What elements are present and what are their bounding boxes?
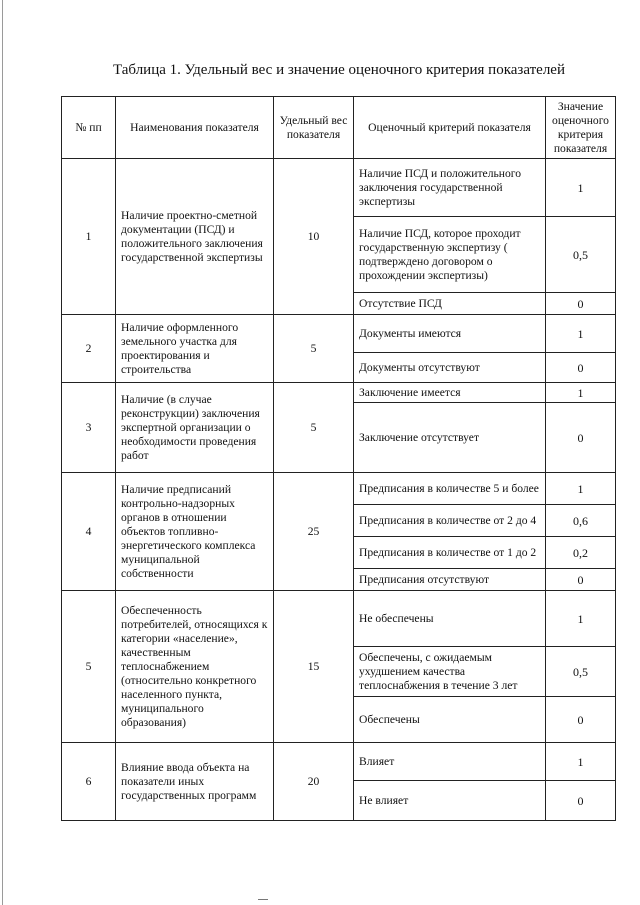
row-num: 6: [62, 743, 116, 821]
row-name: Наличие (в случае реконструкции) заключения экспертной организации о необходимости проведения работ: [116, 383, 274, 473]
criterion-value: 1: [546, 591, 616, 647]
row-num: 2: [62, 315, 116, 383]
criterion-text: Не обеспечены: [354, 591, 546, 647]
row-weight: 10: [274, 159, 354, 315]
table-title: Таблица 1. Удельный вес и значение оценочного критерия показателей: [112, 62, 565, 78]
criterion-value: 1: [546, 743, 616, 781]
scan-mark: [258, 899, 268, 900]
criterion-text: Заключение отсутствует: [354, 403, 546, 473]
criterion-value: 0: [546, 403, 616, 473]
row-num: 5: [62, 591, 116, 743]
criterion-text: Предписания в количестве 5 и более: [354, 473, 546, 505]
criterion-text: Предписания в количестве от 1 до 2: [354, 537, 546, 569]
criterion-value: 0: [546, 781, 616, 821]
table-row: [62, 591, 616, 647]
row-weight: 5: [274, 315, 354, 383]
header-value: Значение оценочного критерия показателя: [546, 97, 616, 159]
row-weight: 5: [274, 383, 354, 473]
row-num: 1: [62, 159, 116, 315]
criterion-text: Влияет: [354, 743, 546, 781]
criterion-value: 0,5: [546, 217, 616, 293]
header-criterion: Оценочный критерий показателя: [354, 97, 546, 159]
criterion-value: 0: [546, 569, 616, 591]
criterion-value: 1: [546, 159, 616, 217]
header-num: № пп: [62, 97, 116, 159]
criterion-text: Наличие ПСД, которое проходит государственную экспертизу ( подтверждено договором о прохождении экспертизы): [354, 217, 546, 293]
criterion-value: 1: [546, 383, 616, 403]
criterion-text: Документы имеются: [354, 315, 546, 353]
criterion-value: 1: [546, 473, 616, 505]
criterion-text: Отсутствие ПСД: [354, 293, 546, 315]
criterion-value: 0: [546, 293, 616, 315]
criterion-text: Не влияет: [354, 781, 546, 821]
criterion-text: Предписания в количестве от 2 до 4: [354, 505, 546, 537]
row-weight: 25: [274, 473, 354, 591]
criterion-value: 0,5: [546, 647, 616, 697]
table-row: [62, 159, 616, 217]
table-row: [62, 743, 616, 781]
criterion-value: 0,6: [546, 505, 616, 537]
row-name: Наличие оформленного земельного участка для проектирования и строительства: [116, 315, 274, 383]
header-weight: Удельный вес показателя: [274, 97, 354, 159]
criterion-text: Документы отсутствуют: [354, 353, 546, 383]
header-name: Наименования показателя: [116, 97, 274, 159]
criterion-value: 0: [546, 353, 616, 383]
criteria-table: [61, 96, 616, 821]
row-name: Наличие предписаний контрольно-надзорных органов в отношении объектов топливно-энергетического комплекса муниципальной собственности: [116, 473, 274, 591]
table-header-row: [62, 97, 616, 159]
criterion-value: 0,2: [546, 537, 616, 569]
criterion-text: Предписания отсутствуют: [354, 569, 546, 591]
criterion-text: Обеспечены, с ожидаемым ухудшением качества теплоснабжения в течение 3 лет: [354, 647, 546, 697]
row-num: 3: [62, 383, 116, 473]
row-name: Обеспеченность потребителей, относящихся к категории «население», качественным теплоснабжением (относительно конкретного населенного пункта, муниципального образования): [116, 591, 274, 743]
criterion-text: Наличие ПСД и положительного заключения государственной экспертизы: [354, 159, 546, 217]
row-name: Влияние ввода объекта на показатели иных государственных программ: [116, 743, 274, 821]
criterion-value: 0: [546, 697, 616, 743]
criterion-value: 1: [546, 315, 616, 353]
row-num: 4: [62, 473, 116, 591]
criterion-text: Обеспечены: [354, 697, 546, 743]
row-weight: 20: [274, 743, 354, 821]
scan-edge-line: [2, 0, 3, 905]
row-name: Наличие проектно-сметной документации (ПСД) и положительного заключения государственной экспертизы: [116, 159, 274, 315]
table-row: [62, 383, 616, 403]
table-row: [62, 473, 616, 505]
row-weight: 15: [274, 591, 354, 743]
table-row: [62, 315, 616, 353]
criterion-text: Заключение имеется: [354, 383, 546, 403]
